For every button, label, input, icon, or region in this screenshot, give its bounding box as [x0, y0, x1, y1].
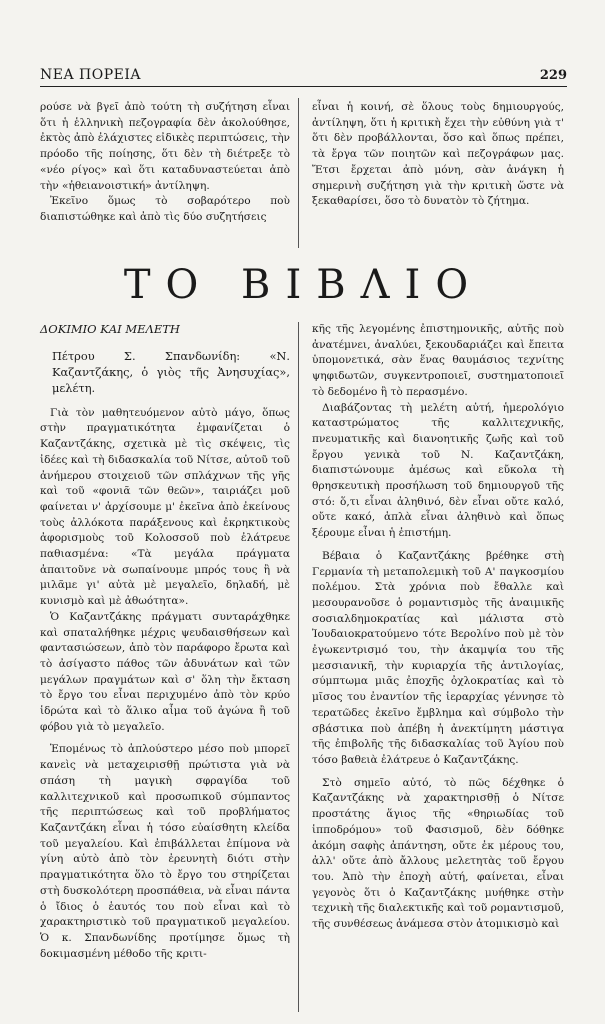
section-heading: ΔΟΚΙΜΙΟ ΚΑΙ ΜΕΛΕΤΗ	[40, 322, 180, 336]
running-header	[40, 62, 567, 87]
column-divider-top	[298, 98, 299, 248]
journal-title: ΝΕΑ ΠΟΡΕΙΑ	[40, 67, 141, 83]
paragraph: Γιὰ τὸν μαθητευόμενον αὐτὸ μάγο, ὅπως στὴν πραγματικότητα ἐμφανίζεται ὁ Καζαντζάκης, σχετικὰ μὲ τὶς σκέψεις, τὶς ἰδέες καὶ τὴ διδασκαλία τοῦ Νίτσε, αὐτοῦ τοῦ ἀνήμερου στοιχειοῦ τῶν σπλάχνων τῆς γῆς καὶ τοῦ «φονιᾶ τῶν θεῶν», ταιριάζει μοῦ φαίνεται ν' ἀρχίσουμε μ' ἐκεῖνα ἀπὸ ἐκείνους τοὺς ἀλλόκοτα παράξενους καὶ ἐκρηκτικοὺς ἀφορισμοὺς τοῦ Κολοσσοῦ ποὺ ἐλάτρευε παθιασμένα: «Τὰ μεγάλα πράγματα ἀπαιτοῦνε νὰ σωπαίνουμε μπρός τους ἢ νὰ μιλᾶμε γι' αὐτὰ μὲ μεγαλεῖο, δηλαδή, μὲ κυνισμὸ καὶ μὲ ἀθωότητα».	[40, 406, 290, 608]
bottom-right-column	[312, 322, 564, 933]
paragraph: κῆς τῆς λεγομένης ἐπιστημονικῆς, αὐτῆς ποὺ ἀνατέμνει, ἀναλύει, ξεκουδαριάζει καὶ ἔπειτα ὑπομονετικά, σὰν ἕνας θαυμάσιος τεχνίτης ψηφιδωτῶν, συγκεντροποιεῖ, συστηματοποιεῖ τὸ δεδομένο ἢ τὸ περασμένο.	[312, 323, 564, 398]
bottom-left-column	[40, 322, 290, 962]
top-right-column	[312, 100, 564, 210]
paragraph: Βέβαια ὁ Καζαντζάκης βρέθηκε στὴ Γερμανία τὴ μεταπολεμικὴ τοῦ Α' παγκοσμίου πολέμου. Στὰ χρόνια ποὺ ἔθαλλε καὶ μεσουρανοῦσε ὁ ρομαντισμὸς τῆς ἀναιμικῆς σοσιαλδημοκρατίας καὶ μάλιστα στὸ Ἰουδαιοκρατούμενο τότε Βερολίνο ποὺ μὲ τὸν ἐγωκεντρισμό του, τὴν ἀκαμψία του τῆς μεσσιανικῆ, τὴν κυριαρχία τῆς ἀντιλογίας, σύμπτωμα μιᾶς ἐποχῆς ὀχλοκρατίας καὶ τὸ μῖσος του ἐναντίον τῆς ἱεραρχίας γέννησε τὸ τερατῶδες ἐκεῖνο ἔμβλημα καὶ σύμβολο τὴν σβάστικα ποὺ ἀπέβη ἡ ἀνεκτίμητη μάστιγα τῆς ἐπιβολῆς τῆς διδασκαλίας τοῦ Ἁγίου ποὺ τόσο βαθειὰ ἐλάτρευε ὁ Καζαντζάκης.	[312, 549, 564, 766]
page-number: 229	[539, 68, 567, 83]
paragraph: Διαβάζοντας τὴ μελέτη αὐτή, ἡμερολόγιο καταστρώματος τῆς καλλιτεχνικῆς, πνευματικῆς καὶ διανοητικῆς ζωῆς καὶ τοῦ ἔργου γενικὰ τοῦ Ν. Καζαντζάκη, διαπιστώνουμε ἀμέσως καὶ εὔκολα τὴ θρησκευτικὴ προσήλωση τοῦ δημιουργοῦ τῆς στό: ὅ,τι εἶναι ἀληθινό, δὲν εἶναι οὔτε καλό, οὔτε κακό, ἁπλὰ εἶναι ἀληθινὸ καὶ ὅπως ξέρουμε εἶναι ἡ ἐπιστήμη.	[312, 401, 564, 540]
paragraph: εἶναι ἡ κοινή, σὲ ὅλους τοὺς δημιουργούς, ἀντίληψη, ὅτι ἡ κριτικὴ ἔχει τὴν εὐθύνη γιὰ τ' ὅτι δὲν προβάλλονται, ὅσο καὶ ὅπως πρέπει, τὰ ἔργα τῶν ποιητῶν καὶ πεζογράφων μας. Ἔτσι ἔρχεται ἀπὸ μόνη, σὰν ἀνάγκη ἡ σημερινὴ συζήτηση γιὰ τὴν κριτικὴ ὥστε νὰ ξεκαθαρίσει, ὅσο τὸ δυνατὸν τὸ ζήτημα.	[312, 101, 564, 208]
review-title: Πέτρου Σ. Σπανδωνίδη: «Ν. Καζαντζάκης, ὁ γιὸς τῆς Ἀνησυχίας», μελέτη.	[52, 348, 290, 395]
paragraph: Ἑπομένως τὸ ἁπλούστερο μέσο ποὺ μπορεῖ κανεὶς νὰ μεταχειρισθῇ πρώτιστα γιὰ νὰ σπάση τὴ μαγικὴ σφραγίδα τοῦ καλλιτεχνικοῦ καὶ προσωπικοῦ σύμπαντος τῆς περιπτώσεως καὶ τοῦ προβλήματος Καζαντζάκη εἶναι ἡ τόσο εὐαίσθητη κλείδα τοῦ μεγαλείου. Καὶ ἐπιβάλλεται ἐπίμονα νὰ γίνη αὐτὸ ἀπὸ τὸν ἐρευνητὴ διότι στὴν πραγματικότητα ὅλο τὸ ἔργο του στηρίζεται στὴ δυσκολότερη προσπάθεια, νὰ εἶναι πάντα ὁ ἴδιος ὁ ἑαυτός του ποὺ εἶναι καὶ τὸ χαρακτηριστικὸ τοῦ πραγματικοῦ μεγαλείου. Ὁ κ. Σπανδωνίδης προτίμησε ὅμως τὴ δοκιμασμένη μέθοδο τῆς κριτι-	[40, 743, 290, 960]
top-left-column	[40, 100, 290, 226]
column-divider-bottom	[298, 322, 299, 1012]
paragraph: Στὸ σημεῖο αὐτό, τὸ πῶς δέχθηκε ὁ Καζαντζάκης νὰ χαρακτηρισθῇ ὁ Νίτσε προστάτης ἅγιος τῆς «θηριωδίας τοῦ ἱπποδρόμου» τοῦ Φασισμοῦ, δὲν δόθηκε ἀκόμη σαφὴς ἀπάντηση, οὔτε ἐκ μέρους του, ἀλλ' οὔτε ἀπὸ ἄλλους μελετητὰς τοῦ ἔργου του. Ἀπὸ τὴν ἐποχὴ αὐτή, φαίνεται, εἶναι γεγονὸς ὅτι ὁ Καζαντζάκης μυήθηκε στὴν τεχνικὴ τῆς διαλεκτικῆς καὶ τοῦ ρομαντισμοῦ, τῆς συνθέσεως ἀνάμεσα στὸν ἀτομικισμὸ καὶ	[312, 776, 564, 931]
section-title: ΤΟ ΒΙΒΛΙΟ	[123, 262, 484, 308]
paragraph: Ἐκεῖνο ὅμως τὸ σοβαρότερο ποὺ διαπιστώθηκε καὶ ἀπὸ τὶς δύο συζητήσεις	[40, 195, 290, 223]
paragraph: Ὁ Καζαντζάκης πράγματι συνταράχθηκε καὶ σπαταλήθηκε μέχρις ψευδαισθήσεων καὶ φαντασιώσεων, ἀπὸ τὸν παράφορο ἔρωτα καὶ τὸ ἀσίγαστο πάθος τῶν ἀδυνάτων καὶ τῶν μεγάλων πραγμάτων καὶ σ' ὅλη τὴν ἔκταση τὸ ἔργο του εἶναι περιχυμένο ἀπὸ τὸν κρύο ἱδρώτα καὶ τὸ ἅλικο αἷμα τοῦ ἀγώνα ἢ τοῦ φόβου γιὰ τὸ μεγαλεῖο.	[40, 610, 290, 733]
paragraph: ρούσε νὰ βγεῖ ἀπὸ τούτη τὴ συζήτηση εἶναι ὅτι ἡ ἑλληνικὴ πεζογραφία δὲν ἀκολούθησε, ἐκτὸς ἀπὸ ἐλάχιστες εἰδικὲς περιπτώσεις, τὴν πρόοδο τῆς ποίησης, ὅτι δὲν τὴ διέτρεξε τὸ «νέο ρίγος» καὶ ὅτι καταδυναστεύεται ἀπὸ τὴν «ἠθειανοιστική» ἀντίληψη.	[40, 101, 290, 192]
